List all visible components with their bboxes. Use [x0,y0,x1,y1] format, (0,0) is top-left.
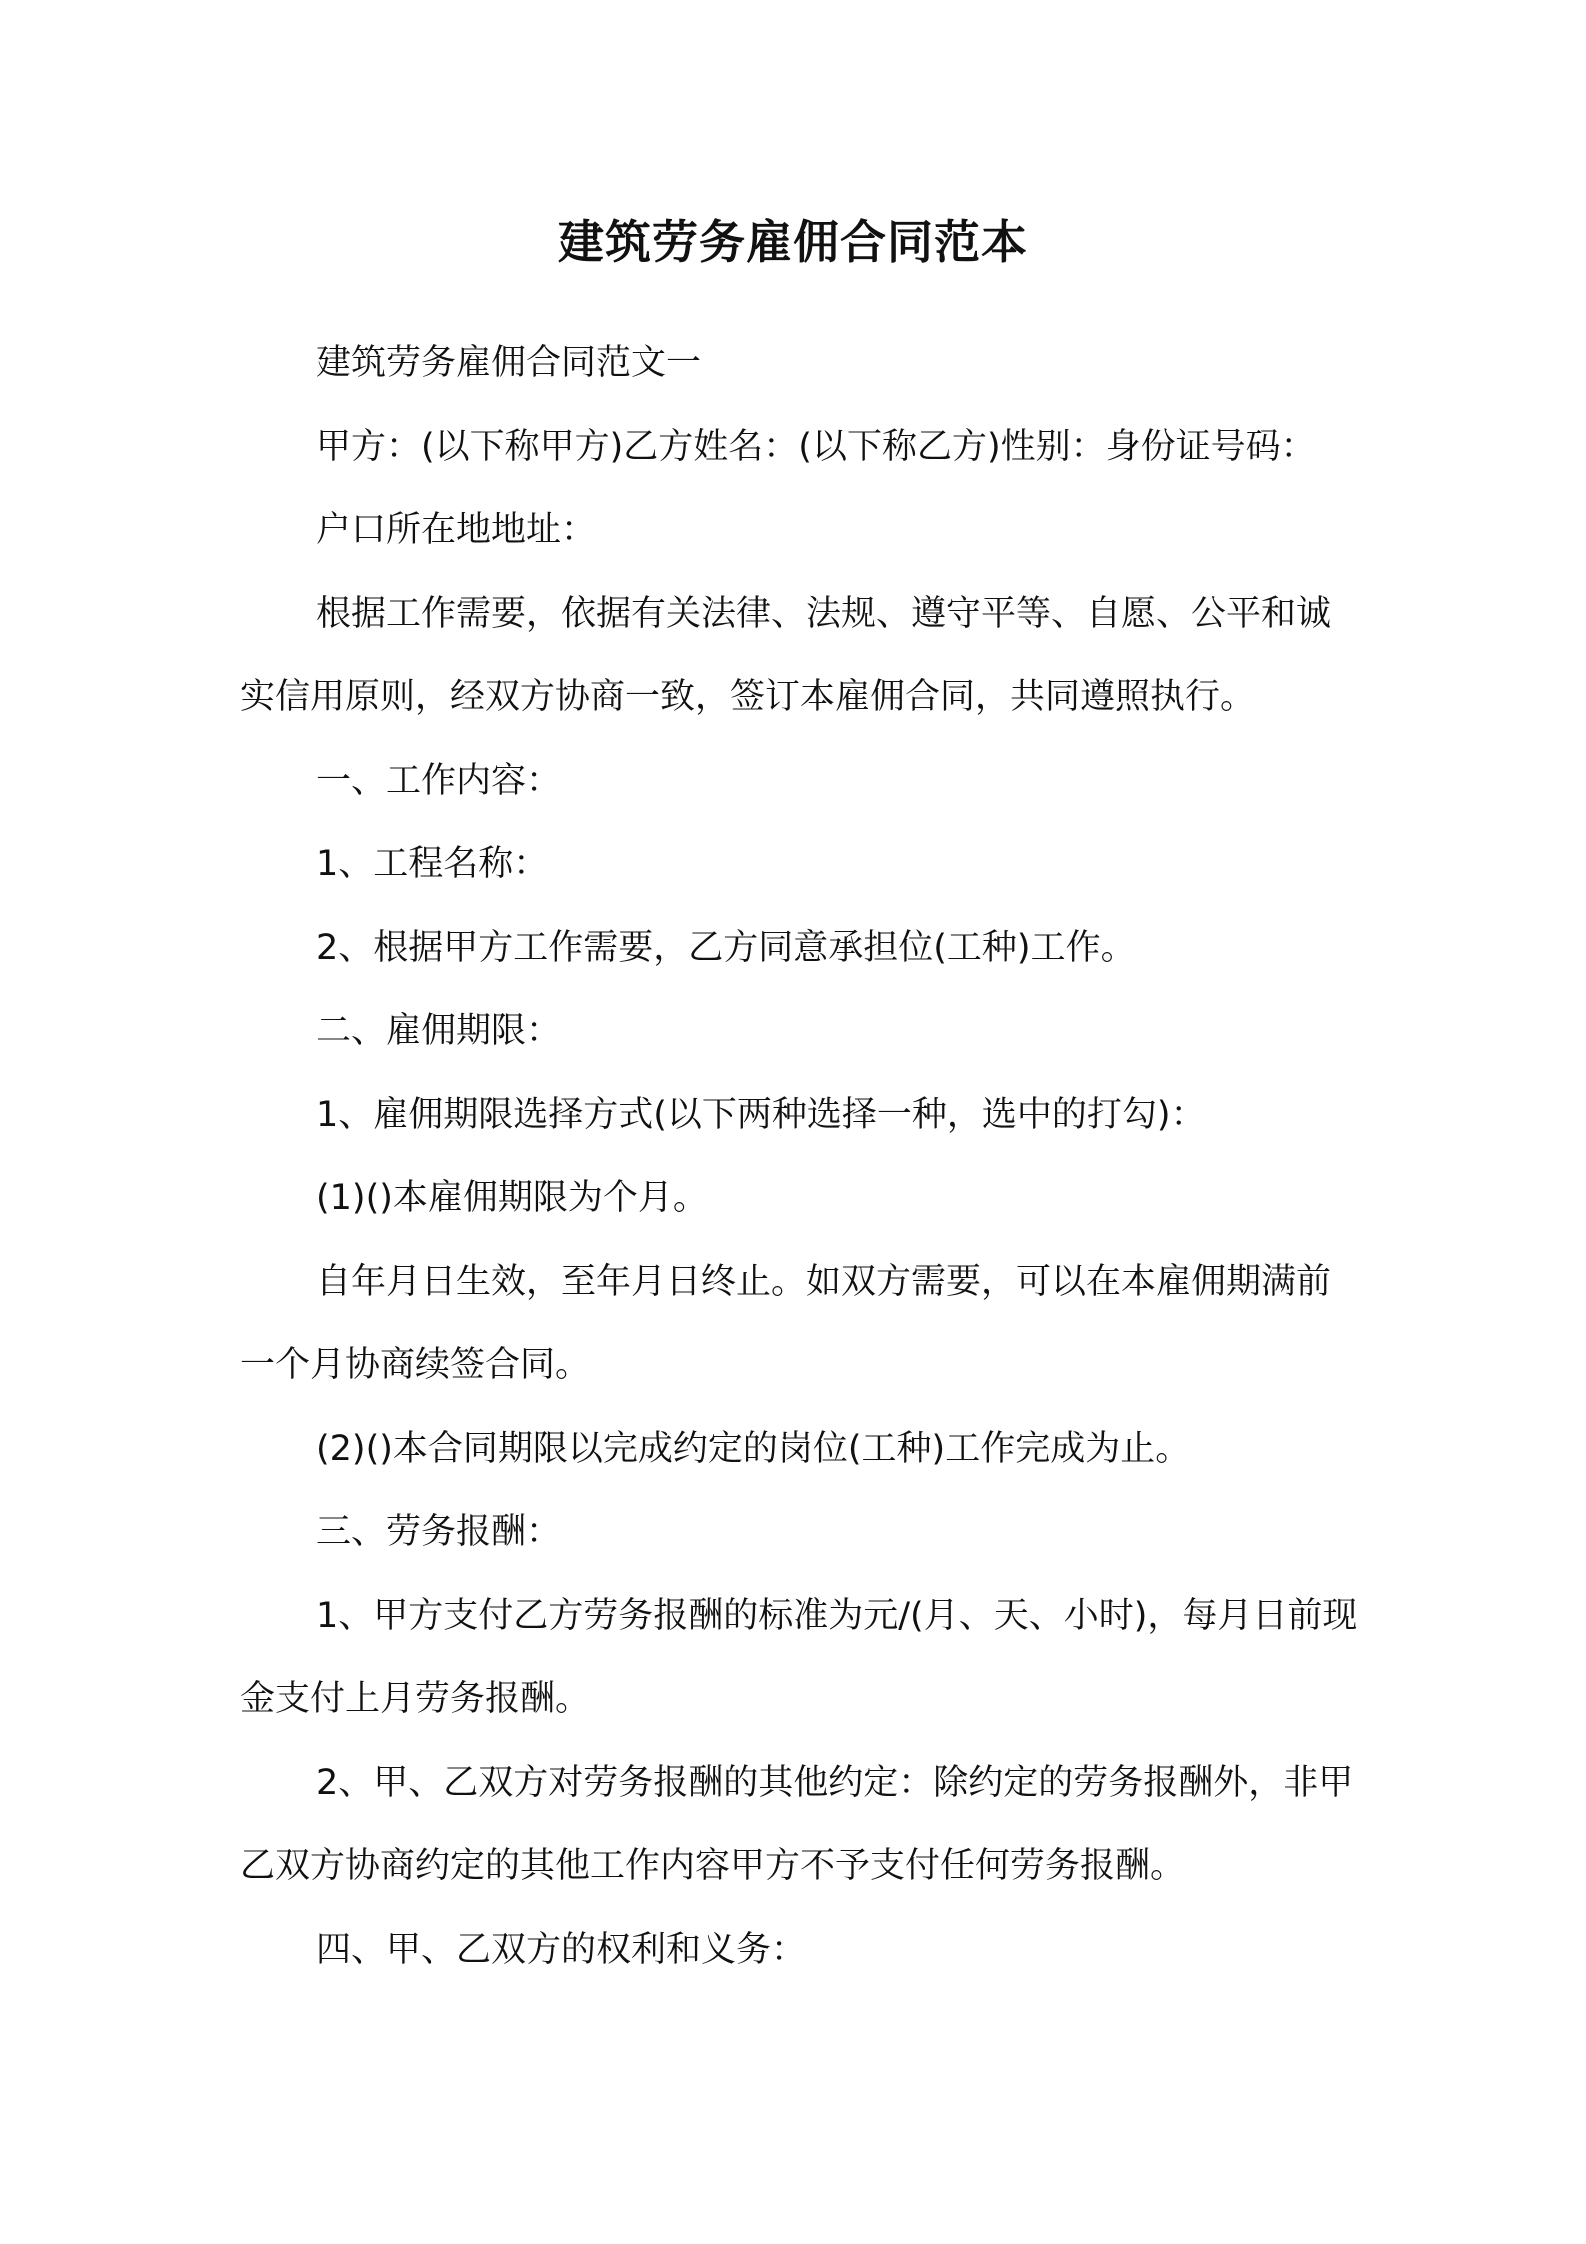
paragraph-project-name: 1、工程名称： [316,844,549,884]
section-heading-work-content: 一、工作内容： [316,760,562,801]
section-heading-remuneration: 三、劳务报酬： [316,1512,562,1552]
paragraph-term-option-2: (2)()本合同期限以完成约定的岗位(工种)工作完成为止。 [316,1428,1191,1469]
paragraph-remuneration-other: 2、甲、乙双方对劳务报酬的其他约定：除约定的劳务报酬外，非甲乙双方协商约定的其他工作内容甲方不予支付任何劳务报酬。 [240,1762,1354,1886]
paragraph-subtitle: 建筑劳务雇佣合同范文一 [316,343,702,383]
paragraph-remuneration-standard: 1、甲方支付乙方劳务报酬的标准为元/(月、天、小时)，每月日前现金支付上月劳务报酬。 [240,1595,1358,1719]
paragraph-term-dates: 自年月日生效，至年月日终止。如双方需要，可以在本雇佣期满前一个月协商续签合同。 [240,1261,1332,1385]
section-heading-rights-obligations: 四、甲、乙双方的权利和义务： [316,1929,807,1970]
paragraph-preamble: 根据工作需要，依据有关法律、法规、遵守平等、自愿、公平和诚实信用原则，经双方协商一致，签订本雇佣合同，共同遵照执行。 [240,593,1332,717]
paragraph-parties: 甲方：(以下称甲方)乙方姓名：(以下称乙方)性别：身份证号码： [316,426,1316,467]
paragraph-job-position: 2、根据甲方工作需要，乙方同意承担位(工种)工作。 [316,927,1136,968]
section-heading-term: 二、雇佣期限： [316,1011,562,1051]
document-body [240,322,1360,1992]
paragraph-address: 户口所在地地址： [316,510,597,550]
paragraph-term-choice: 1、雇佣期限选择方式(以下两种选择一种，选中的打勾)： [316,1094,1206,1135]
document-title: 建筑劳务雇佣合同范本 [558,215,1028,269]
paragraph-term-option-1: (1)()本雇佣期限为个月。 [316,1178,708,1218]
